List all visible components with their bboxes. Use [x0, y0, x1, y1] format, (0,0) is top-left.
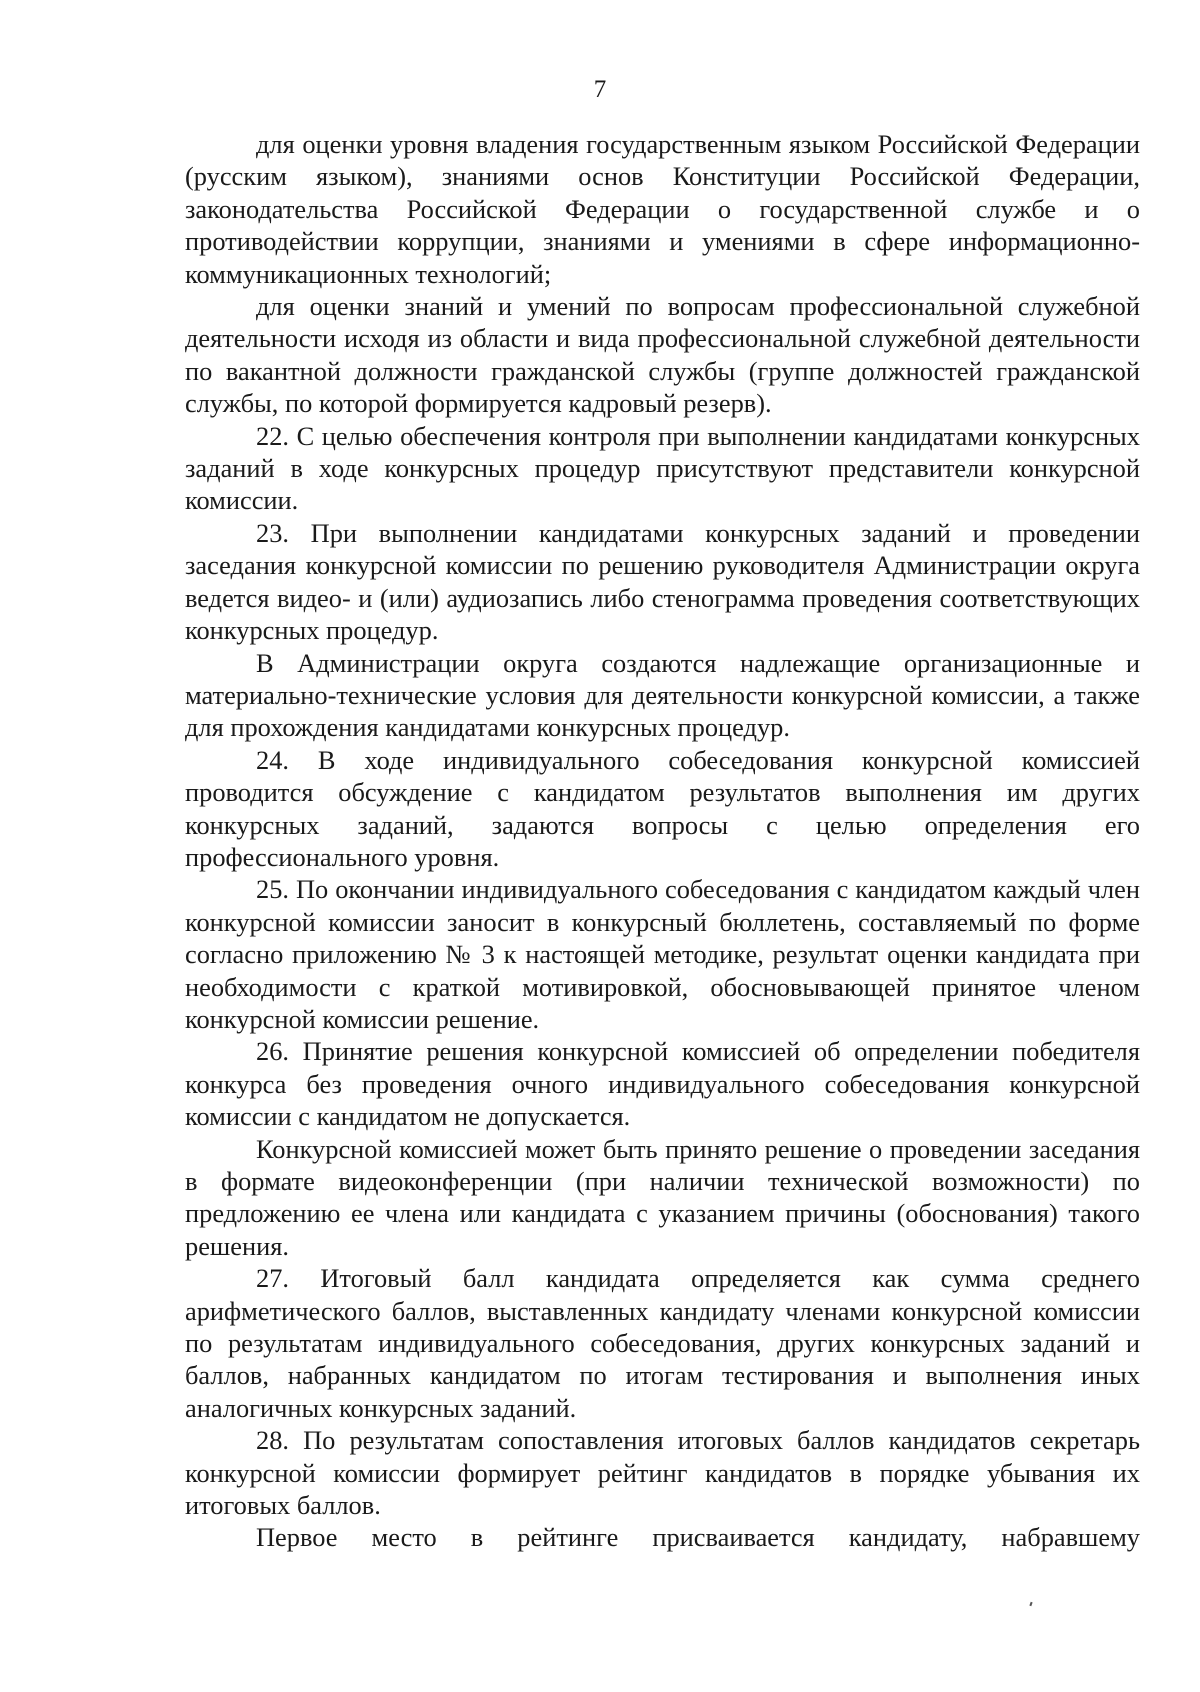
page-number: 7 [593, 76, 607, 103]
scan-speck [1029, 1602, 1032, 1606]
paragraph-26-continuation: Конкурсной комиссией может быть принято решение о проведении заседания в формате видеоконференции (при наличии технической возможности) по предложению ее члена или кандидата с указанием причины (обоснования) такого решения. [185, 1133, 1140, 1261]
paragraph-23-continuation: В Администрации округа создаются надлежащие организационные и материально-технические условия для деятельности конкурсной комиссии, а также для прохождения кандидатами конкурсных процедур. [185, 647, 1140, 743]
paragraph-knowledge-assessment: для оценки уровня владения государственным языком Российской Федерации (русским языком), знаниями основ Конституции Российской Федерации, законодательства Российской Федерации о государственной службе и о противодействии коррупции, знаниями и умениями в сфере информационно-коммуникационных технологий; [185, 129, 1140, 289]
paragraph-28-continuation: Первое место в рейтинге присваивается кандидату, набравшему [256, 1522, 1140, 1553]
document-body [185, 128, 1140, 1554]
paragraph-22: 22. С целью обеспечения контроля при выполнении кандидатами конкурсных заданий в ходе конкурсных процедур присутствуют представители конкурсной комиссии. [185, 420, 1140, 516]
paragraph-27: 27. Итоговый балл кандидата определяется как сумма среднего арифметического баллов, выставленных кандидату членами конкурсной комиссии по результатам индивидуального собеседования, других конкурсных заданий и баллов, набранных кандидатом по итогам тестирования и выполнения иных аналогичных конкурсных заданий. [185, 1263, 1140, 1423]
paragraph-24: 24. В ходе индивидуального собеседования конкурсной комиссией проводится обсуждение с кандидатом результатов выполнения им других конкурсных заданий, задаются вопросы с целью определения его профессионального уровня. [185, 744, 1140, 872]
paragraph-professional-assessment: для оценки знаний и умений по вопросам профессиональной служебной деятельности исходя из области и вида профессиональной служебной деятельности по вакантной должности гражданской службы (группе должностей гражданской службы, по которой формируется кадровый резерв). [185, 291, 1140, 419]
paragraph-23: 23. При выполнении кандидатами конкурсных заданий и проведении заседания конкурсной комиссии по решению руководителя Администрации округа ведется видео- и (или) аудиозапись либо стенограмма проведения соответствующих конкурсных процедур. [185, 517, 1140, 646]
paragraph-28: 28. По результатам сопоставления итоговых баллов кандидатов секретарь конкурсной комиссии формирует рейтинг кандидатов в порядке убывания их итоговых баллов. [185, 1425, 1140, 1521]
paragraph-26: 26. Принятие решения конкурсной комиссией об определении победителя конкурса без проведения очного индивидуального собеседования конкурсной комиссии с кандидатом не допускается. [185, 1036, 1140, 1132]
paragraph-25: 25. По окончании индивидуального собеседования с кандидатом каждый член конкурсной комиссии заносит в конкурсный бюллетень, составляемый по форме согласно приложению № 3 к настоящей методике, результат оценки кандидата при необходимости с краткой мотивировкой, обосновывающей принятое членом конкурсной комиссии решение. [185, 874, 1140, 1034]
